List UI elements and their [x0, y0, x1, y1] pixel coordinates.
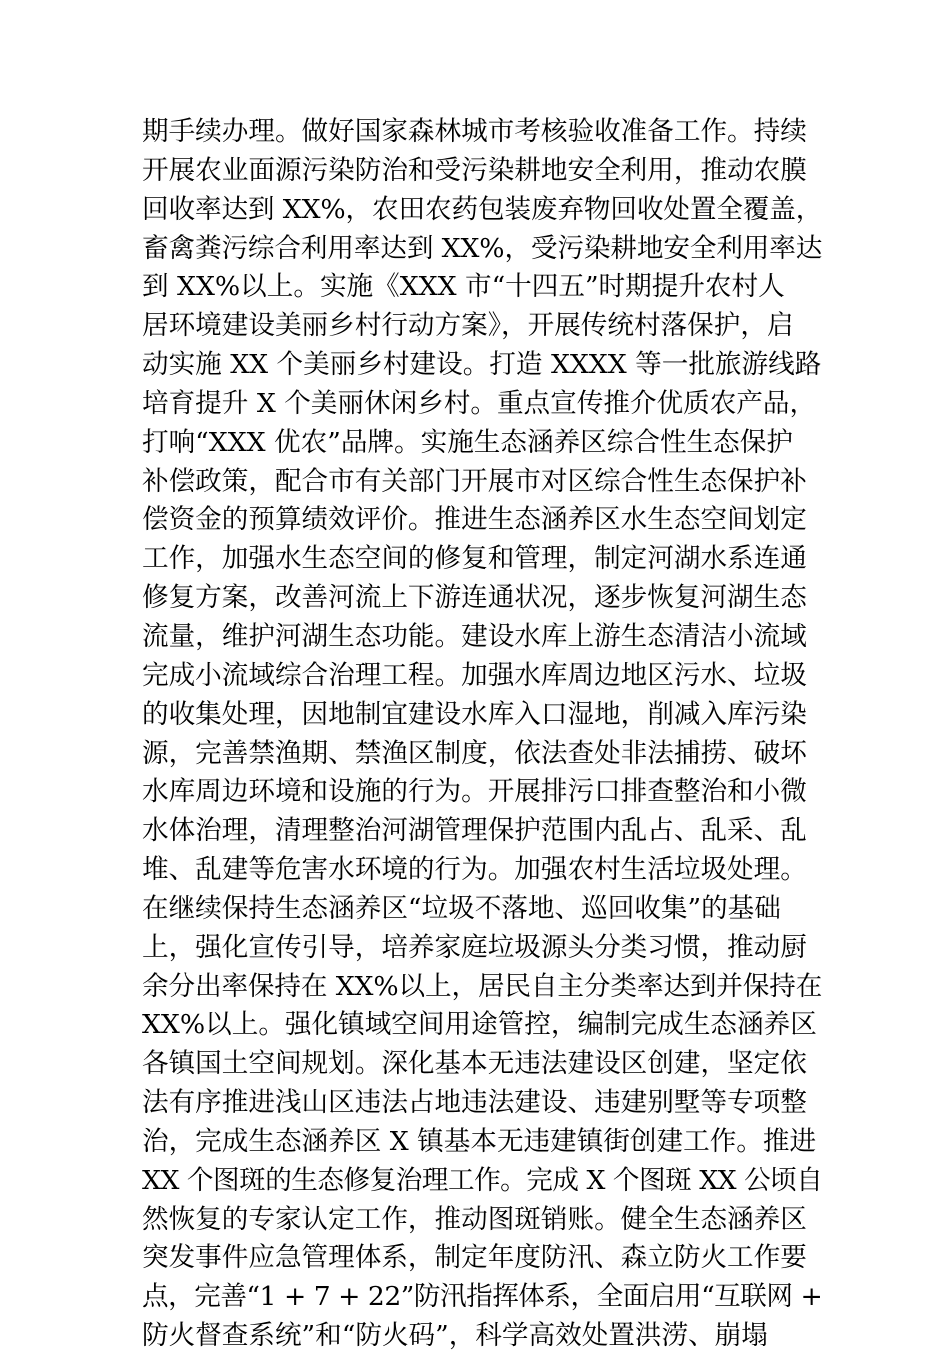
- text-line: 各镇国土空间规划。深化基本无违法建设区创建，坚定依: [142, 1048, 807, 1080]
- text-line: 偿资金的预算绩效评价。推进生态涵养区水生态空间划定: [142, 504, 807, 536]
- text-line: 流量，维护河湖生态功能。建设水库上游生态清洁小流域: [142, 620, 807, 652]
- text-line: 居环境建设美丽乡村行动方案》，开展传统村落保护，启: [142, 310, 794, 342]
- text-line: 防火督查系统”和“防火码”，科学高效处置洪涝、崩塌: [142, 1320, 768, 1352]
- text-line: 补偿政策，配合市有关部门开展市对区综合性生态保护补: [142, 465, 807, 497]
- text-line: 开展农业面源污染防治和受污染耕地安全利用，推动农膜: [142, 154, 807, 186]
- text-line: 回收率达到 XX%，农田农药包装废弃物回收处置全覆盖，: [142, 193, 823, 225]
- text-line: 培育提升 X 个美丽休闲乡村。重点宣传推介优质农产品，: [142, 387, 817, 419]
- text-line: 到 XX%以上。实施《XXX 市“十四五”时期提升农村人: [142, 271, 785, 303]
- text-line: 法有序推进浅山区违法占地违法建设、违建别墅等专项整: [142, 1087, 807, 1119]
- text-line: 水体治理，清理整治河湖管理保护范围内乱占、乱采、乱: [142, 815, 807, 847]
- body-paragraph: [142, 113, 822, 1356]
- text-line: 畜禽粪污综合利用率达到 XX%，受污染耕地安全利用率达: [142, 232, 823, 264]
- text-line: 在继续保持生态涵养区“垃圾不落地、巡回收集”的基础: [142, 892, 781, 924]
- text-line: 上，强化宣传引导，培养家庭垃圾源头分类习惯，推动厨: [142, 931, 807, 963]
- text-line: 期手续办理。做好国家森林城市考核验收准备工作。持续: [142, 116, 807, 147]
- text-line: 动实施 XX 个美丽乡村建设。打造 XXXX 等一批旅游线路: [142, 349, 822, 381]
- text-line: 治，完成生态涵养区 X 镇基本无违建镇街创建工作。推进: [142, 1125, 817, 1157]
- text-line: 的收集处理，因地制宜建设水库入口湿地，削减入库污染: [142, 698, 807, 730]
- text-line: 修复方案，改善河流上下游连通状况，逐步恢复河湖生态: [142, 582, 807, 614]
- text-line: XX 个图斑的生态修复治理工作。完成 X 个图斑 XX 公顷自: [142, 1164, 823, 1196]
- text-line: 源，完善禁渔期、禁渔区制度，依法查处非法捕捞、破坏: [142, 737, 807, 769]
- text-line: 堆、乱建等危害水环境的行为。加强农村生活垃圾处理。: [142, 854, 807, 886]
- text-line: 余分出率保持在 XX%以上，居民自主分类率达到并保持在: [142, 970, 823, 1002]
- text-line: 点，完善“1 + 7 + 22”防汛指挥体系，全面启用“互联网 +: [142, 1281, 823, 1313]
- text-line: 打响“XXX 优农”品牌。实施生态涵养区综合性生态保护: [142, 426, 793, 458]
- text-line: XX%以上。强化镇域空间用途管控，编制完成生态涵养区: [142, 1009, 817, 1041]
- text-line: 水库周边环境和设施的行为。开展排污口排查整治和小微: [142, 776, 807, 808]
- text-line: 工作，加强水生态空间的修复和管理，制定河湖水系连通: [142, 543, 807, 575]
- text-line: 突发事件应急管理体系，制定年度防汛、森立防火工作要: [142, 1242, 807, 1274]
- text-line: 完成小流域综合治理工程。加强水库周边地区污水、垃圾: [142, 659, 807, 691]
- text-line: 然恢复的专家认定工作，推动图斑销账。健全生态涵养区: [142, 1203, 807, 1235]
